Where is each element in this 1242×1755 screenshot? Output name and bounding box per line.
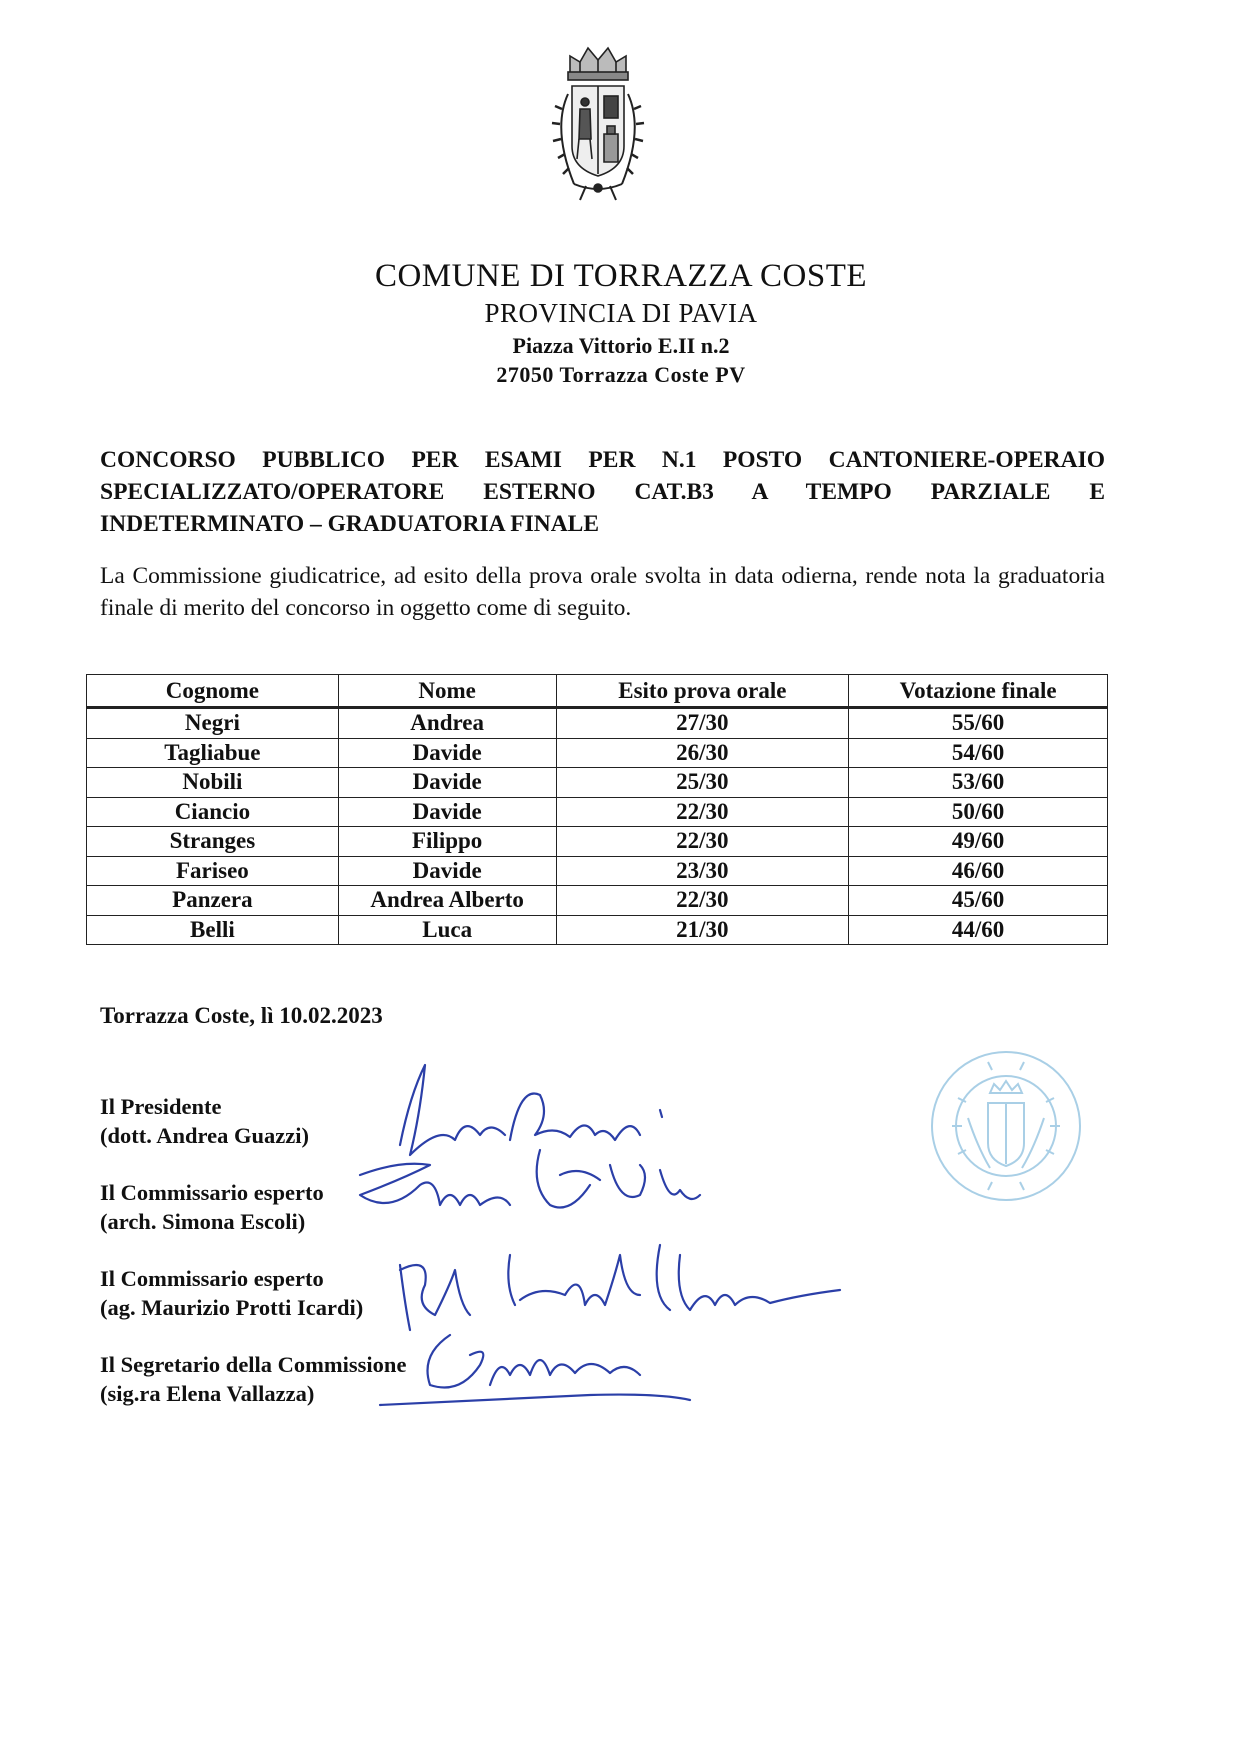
cell-nome: Andrea (338, 708, 556, 739)
col-header-esito: Esito prova orale (556, 675, 849, 708)
table-row (87, 915, 1108, 945)
table-row (87, 856, 1108, 886)
cell-cognome: Ciancio (87, 797, 339, 827)
signatory-commissioner-1 (100, 1178, 324, 1236)
cell-esito: 22/30 (556, 797, 849, 827)
cell-esito: 22/30 (556, 886, 849, 916)
col-header-votazione: Votazione finale (849, 675, 1108, 708)
cell-cognome: Negri (87, 708, 339, 739)
signature-president (400, 1065, 662, 1155)
cell-esito: 27/30 (556, 708, 849, 739)
cell-votazione: 54/60 (849, 738, 1108, 768)
table-row (87, 738, 1108, 768)
document-title: CONCORSO PUBBLICO PER ESAMI PER N.1 POSTO CANTONIERE-OPERAIO SPECIALIZZATO/OPERATORE ESTERNO CAT.B3 A TEMPO PARZIALE E INDETERMINATO – GRADUATORIA FINALE (100, 447, 1105, 537)
signatory-role: Il Commissario esperto (100, 1266, 324, 1291)
signature-commissioner-1 (360, 1150, 700, 1208)
cell-votazione: 45/60 (849, 886, 1108, 916)
table-row (87, 708, 1108, 739)
place-and-date: Torrazza Coste, lì 10.02.2023 (100, 1003, 383, 1028)
signatory-president (100, 1092, 309, 1150)
col-header-nome: Nome (338, 675, 556, 708)
signatory-role: Il Commissario esperto (100, 1180, 324, 1205)
table-row (87, 768, 1108, 798)
signatory-commissioner-2 (100, 1264, 363, 1322)
cell-cognome: Panzera (87, 886, 339, 916)
cell-esito: 22/30 (556, 827, 849, 857)
cell-esito: 21/30 (556, 915, 849, 945)
cell-nome: Filippo (338, 827, 556, 857)
signatory-name: (dott. Andrea Guazzi) (100, 1123, 309, 1148)
cell-cognome: Fariseo (87, 856, 339, 886)
handwritten-signatures (340, 1055, 960, 1435)
signatory-name: (arch. Simona Escoli) (100, 1209, 306, 1234)
cell-esito: 26/30 (556, 738, 849, 768)
cell-cognome: Belli (87, 915, 339, 945)
signature-commissioner-2 (400, 1245, 840, 1330)
cell-nome: Davide (338, 797, 556, 827)
intro-paragraph: La Commissione giudicatrice, ad esito della prova orale svolta in data odierna, rende nota la graduatoria finale di merito del concorso in oggetto come di seguito. (100, 563, 1105, 621)
cell-nome: Andrea Alberto (338, 886, 556, 916)
cell-esito: 23/30 (556, 856, 849, 886)
ranking-table (86, 674, 1108, 945)
cell-nome: Davide (338, 856, 556, 886)
table-row (87, 827, 1108, 857)
address: Piazza Vittorio E.II n.2 (512, 333, 730, 358)
signatory-role: Il Presidente (100, 1094, 222, 1119)
table-row (87, 797, 1108, 827)
cell-cognome: Nobili (87, 768, 339, 798)
comune-name: COMUNE DI TORRAZZA COSTE (374, 258, 868, 294)
cell-nome: Luca (338, 915, 556, 945)
signature-secretary (380, 1335, 690, 1405)
table-header-row (87, 675, 1108, 708)
cell-votazione: 49/60 (849, 827, 1108, 857)
col-header-cognome: Cognome (87, 675, 339, 708)
cell-votazione: 50/60 (849, 797, 1108, 827)
coat-of-arms-icon (528, 34, 668, 214)
signatory-name: (ag. Maurizio Protti Icardi) (100, 1295, 364, 1320)
cell-cognome: Stranges (87, 827, 339, 857)
signatory-role: Il Segretario della Commissione (100, 1352, 407, 1377)
cell-votazione: 44/60 (849, 915, 1108, 945)
postal-city: 27050 Torrazza Coste PV (496, 362, 746, 387)
municipal-stamp-icon (928, 1048, 1084, 1204)
signatory-name: (sig.ra Elena Vallazza) (100, 1381, 315, 1406)
cell-esito: 25/30 (556, 768, 849, 798)
cell-votazione: 55/60 (849, 708, 1108, 739)
cell-votazione: 53/60 (849, 768, 1108, 798)
cell-nome: Davide (338, 768, 556, 798)
cell-votazione: 46/60 (849, 856, 1108, 886)
cell-nome: Davide (338, 738, 556, 768)
table-row (87, 886, 1108, 916)
provincia-name: PROVINCIA DI PAVIA (484, 298, 758, 328)
cell-cognome: Tagliabue (87, 738, 339, 768)
